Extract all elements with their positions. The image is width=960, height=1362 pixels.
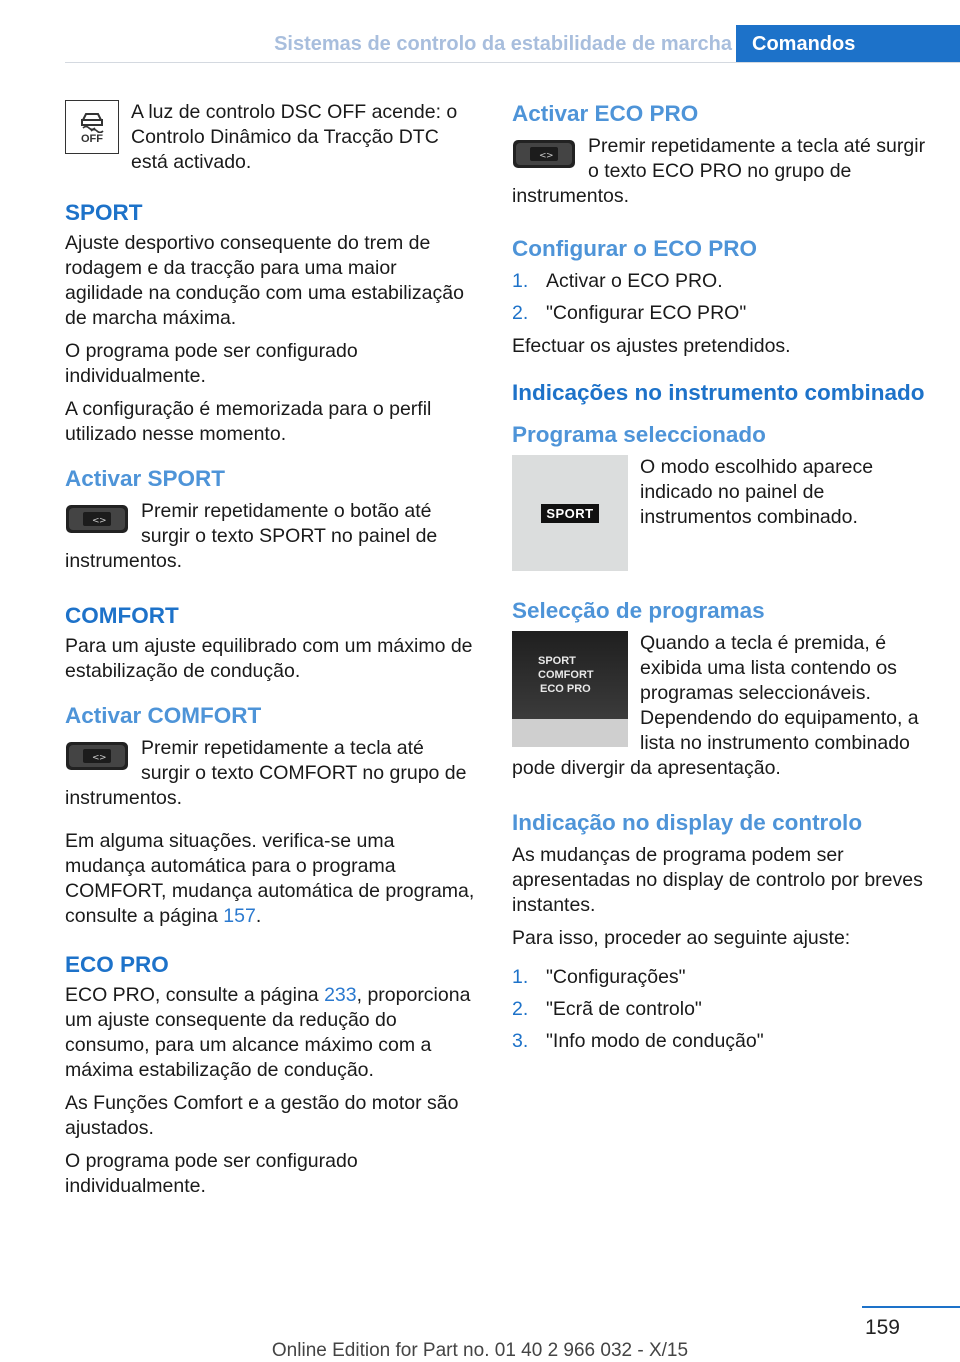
activate-comfort-text: Premir repetidamente a tecla até surgir o texto COMFORT no grupo de instrumentos. [65,737,467,809]
program-selection-block [512,631,930,789]
right-column [512,100,930,1062]
list-item [512,1029,930,1054]
step-text: "Info modo de condução" [546,1030,764,1052]
activate-sport-block [65,499,477,582]
left-column [65,100,477,1207]
svg-text:>: > [546,151,554,161]
comfort-heading: COMFORT [65,603,179,628]
step-number: 3. [512,1030,529,1052]
list-item [512,269,930,294]
activate-sport-heading: Activar SPORT [65,466,226,491]
page-link-157[interactable]: 157 [223,905,256,927]
step-number: 1. [512,966,529,988]
step-number: 1. [512,270,529,292]
sport-heading: SPORT [65,200,143,225]
program-menu-screen [512,631,628,719]
control-display-paragraph-1: As mudanças de programa podem ser apresentadas no display de controlo por breves instantes. [512,844,923,916]
activate-ecopro-block [512,134,930,217]
activate-sport-text: Premir repetidamente o botão até surgir o texto SPORT no painel de instrumentos. [65,500,438,572]
driving-mode-switch-icon [65,501,129,537]
display-steps-list [512,965,930,1054]
comfort-note [65,829,477,929]
dsc-off-label: OFF [81,133,103,145]
control-display-paragraph-2: Para isso, proceder ao seguinte ajuste: [512,927,851,949]
driving-mode-switch-icon [512,136,576,172]
svg-text:<: < [539,151,547,161]
dsc-off-block [65,100,477,183]
activate-ecopro-heading: Activar ECO PRO [512,101,699,126]
page-number: 159 [864,1316,900,1339]
header-divider [65,62,960,63]
ecopro-text-end: , proporciona um ajuste consequente da redução do consumo, para um alcance máximo com a máxima estabilização de condução. [65,984,471,1081]
dsc-off-text: A luz de controlo DSC OFF acende: o Controlo Dinâmico da Tracção DTC está activado. [131,101,458,173]
page-link-233[interactable]: 233 [324,984,357,1006]
configure-ecopro-heading: Configurar o ECO PRO [512,236,758,261]
chapter-tab[interactable]: Comandos [736,25,960,63]
driving-mode-switch-icon [65,738,129,774]
list-item [512,997,930,1022]
step-text: "Configurar ECO PRO" [546,302,747,324]
ecopro-paragraph-2: As Funções Comfort e a gestão do motor são ajustados. [65,1092,459,1139]
svg-text:<: < [92,753,100,763]
program-selection-text: Quando a tecla é premida, é exibida uma lista contendo os programas seleccionáveis. Dependendo do equipamento, a lista no instrumento combinado pode divergir da apresentação. [512,632,919,779]
sport-paragraph-2: O programa pode ser configurado individualmente. [65,340,358,387]
activate-comfort-block [65,736,477,819]
step-number: 2. [512,998,529,1020]
ecopro-heading: ECO PRO [65,952,169,977]
sport-paragraph-3: A configuração é memorizada para o perfil utilizado nesse momento. [65,398,432,445]
comfort-note-end: . [255,905,262,927]
car-skid-icon [77,109,107,133]
menu-image-bottom [512,719,628,747]
svg-text:<: < [92,516,100,526]
menu-item-comfort: COMFORT [538,669,594,681]
configure-after-text: Efectuar os ajustes pretendidos. [512,335,791,357]
selected-program-text: O modo escolhido aparece indicado no painel de instrumentos combinado. [640,456,874,528]
sport-paragraph-1: Ajuste desportivo consequente do trem de rodagem e da tracção para uma maior agilidade na condução com uma estabilização de marcha máxima. [65,232,464,329]
sport-badge: SPORT [541,504,598,523]
step-text: "Configurações" [546,966,686,988]
ecopro-paragraph-1 [65,983,477,1083]
step-text: "Ecrã de controlo" [546,998,702,1020]
list-item [512,301,930,326]
svg-text:>: > [99,753,107,763]
edition-note: Online Edition for Part no. 01 40 2 966 032 - X/15 [271,1340,689,1361]
control-display-heading: Indicação no display de controlo [512,810,863,835]
menu-item-ecopro: ECO PRO [540,683,591,695]
ecopro-text-start: ECO PRO, consulte a página [65,984,325,1006]
comfort-note-text: Em alguma situações. verifica-se uma mudança automática para o programa COMFORT, mudança automática de programa, consulte a página [65,830,475,927]
program-menu-image [512,631,628,747]
ecopro-paragraph-3: O programa pode ser configurado individualmente. [65,1150,358,1197]
step-text: Activar o ECO PRO. [546,270,723,292]
activate-ecopro-text: Premir repetidamente a tecla até surgir o texto ECO PRO no grupo de instrumentos. [512,135,926,207]
selected-program-heading: Programa seleccionado [512,422,766,447]
menu-item-sport: SPORT [538,655,576,667]
selected-program-block [512,455,930,575]
activate-comfort-heading: Activar COMFORT [65,703,262,728]
instrument-cluster-heading: Indicações no instrumento combinado [512,380,925,405]
sport-display-image [512,455,628,571]
chapter-section-title: Sistemas de controlo da estabilidade de marcha [274,33,732,55]
svg-text:>: > [99,516,107,526]
step-number: 2. [512,302,529,324]
configure-steps-list [512,269,930,326]
comfort-paragraph-1: Para um ajuste equilibrado com um máximo de estabilização de condução. [65,635,473,682]
program-selection-heading: Selecção de programas [512,598,765,623]
footer-divider [862,1306,960,1308]
list-item [512,965,930,990]
dsc-off-warning-icon [65,100,119,154]
